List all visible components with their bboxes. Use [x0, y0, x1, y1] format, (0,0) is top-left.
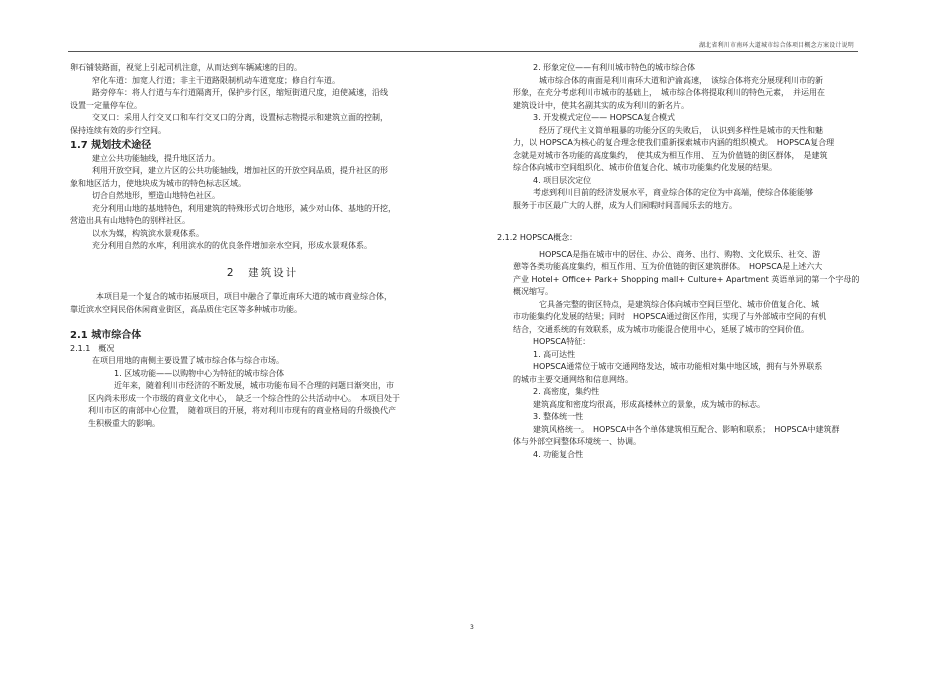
text-line: 1. 高可达性 [533, 349, 576, 359]
text-line: 结合，交通系统的有效联系，成为城市功能混合使用中心，延展了城市的空间价值。 [513, 324, 809, 334]
text-line: 憩等各类功能高度集约，相互作用、互为价值链的街区建筑群体。 HOPSCA是上述六大 [513, 262, 823, 271]
text-line: 它具备完整的街区特点，是建筑综合体向城市空间巨型化、城市价值复合化、城 [539, 299, 819, 309]
text-line: 力，以 HOPSCA为核心的复合理念使我们重新探索城市内涵的组织模式。 HOPSCA复合理 [513, 138, 835, 147]
text-line: 2. 形象定位——有利川城市特色的城市综合体 [533, 63, 696, 72]
text-line: 考虑到利川目前的经济发展水平，商业综合体的定位为中高端，使综合体能能够 [533, 188, 813, 197]
text-line: 建立公共功能轴线，提升地区活力。 [92, 153, 220, 163]
text-line: 1. 区域功能——以购物中心为特征的城市综合体 [114, 368, 285, 378]
text-line: 城市综合体的南面是利川南环大道和沪渝高速， 该综合体将充分展现利川市的新 [539, 75, 823, 85]
text-line: 建筑设计中，使其名副其实的成为利川的新名片。 [513, 100, 689, 110]
text-line: 的城市主要交通网络和信息网络。 [513, 374, 633, 384]
text-line: 近年来，随着利川市经济的不断发展，城市功能布局不合理的问题日渐突出，市 [114, 381, 394, 390]
text-line: 4. 项目层次定位 [533, 175, 592, 185]
text-line: 充分利用自然的水库，利用滨水的的优良条件增加亲水空间，形成水景观体系。 [92, 241, 372, 250]
text-line: 在项目用地的南侧主要设置了城市综合体与综合市场。 [92, 356, 284, 365]
text-line: 靠近滨水空间民俗休闲商业街区，高品质住宅区等多种城市功能。 [70, 304, 302, 314]
text-line: 象和地区活力，使地块成为城市的特色标志区域。 [70, 178, 246, 188]
text-line: HOPSCA通常位于城市交通网络发达，城市功能相对集中地区域，拥有与外界联系 [533, 362, 823, 371]
text-line: 2. 高密度，集约性 [533, 387, 600, 396]
chapter-title: 2 建筑设计 [226, 266, 299, 279]
text-line: 综合体向城市空间组织化、城市价值复合化、城市功能集约化发展的结果。 [513, 163, 777, 172]
section-heading-2-1-2: 2.1.2 HOPSCA概念： [497, 233, 578, 242]
text-line: 充分利用山地的基地特色，利用建筑的特殊形式切合地形，减少对山体、基地的开挖， [92, 203, 396, 213]
text-line: 经历了现代主义简单粗暴的功能分区的失败后， 认识到多样性是城市的天性和魅 [539, 125, 823, 135]
text-line: 切合自然地形，塑造山地特色社区。 [92, 191, 220, 200]
text-line: 以水为媒，构筑滨水景观体系。 [92, 228, 204, 238]
left-column [70, 62, 455, 430]
text-line: 产业 Hotel+ Office+ Park+ Shopping mall+ Culture+ Apartment 英语单词的第一个字母的 [513, 274, 860, 284]
text-line: 建筑风格统一。 HOPSCA中各个单体建筑相互配合、影响和联系； HOPSCA中建筑群 [533, 424, 840, 434]
text-line: 3. 整体统一性 [533, 412, 584, 421]
text-line: 4. 功能复合性 [533, 449, 584, 459]
text-line: 本项目是一个复合的城市拓展项目，项目中融合了靠近南环大道的城市商业综合体， [96, 292, 392, 301]
text-line: 市功能集约化发展的结果；同时 HOPSCA通过街区作用，实现了与外部城市空间的有机 [513, 312, 827, 321]
right-column [497, 62, 887, 461]
text-line: 窄化车道：加宽人行道；非主干道路限制机动车道宽度；修自行车道。 [92, 75, 340, 85]
text-line: 概况缩写。 [513, 287, 553, 296]
section-heading-2-1-1: 2.1.1 概况 [70, 343, 115, 353]
document-header: 湖北省利川市南环大道城市综合体项目概念方案设计说明 [698, 42, 854, 49]
text-line: 服务于市区最广大的人群，成为人们闲暇时间喜闻乐去的地方。 [513, 200, 737, 210]
text-line: 交叉口：采用人行交叉口和车行交叉口的分离，设置标志物提示和建筑立面的控制， [92, 113, 388, 122]
text-line: HOPSCA是指在城市中的居住、办公、商务、出行、购物、文化娱乐、社交、游 [539, 249, 821, 259]
text-line: 路旁停车：将人行道与车行道隔离开，保护步行区，缩短街道尺度，迫使减速，沿线 [92, 88, 388, 97]
text-line: 念就是对城市各功能的高度集约， 使其成为相互作用、 互为价值链的街区群体， 是建筑 [513, 150, 828, 160]
text-line: 区内尚未形成一个市级的商业文化中心， 缺乏一个综合性的公共活动中心。 本项目处于 [88, 393, 400, 403]
text-line: 建筑高度和密度均很高，形成高楼林立的景象，成为城市的标志。 [533, 399, 765, 409]
text-line: 生积极重大的影响。 [88, 418, 160, 428]
text-line: 利川市区的南部中心位置， 随着项目的开展，将对利川市现有的商业格局的升级换代产 [88, 406, 396, 415]
page-number: 3 [470, 624, 474, 631]
text-line: 营造出具有山地特色的别样社区。 [70, 216, 190, 225]
section-heading-1-7: 1.7 规划技术途径 [70, 140, 152, 151]
header-rule [68, 51, 858, 52]
text-line: 设置一定量停车位。 [70, 100, 142, 110]
text-line: 卵石铺装路面，视觉上引起司机注意，从而达到车辆减速的目的。 [70, 63, 302, 72]
text-line: 保持连续有效的步行空间。 [70, 125, 166, 135]
text-line: 利用开放空间，建立片区的公共功能轴线，增加社区的开放空间品质，提升社区的形 [92, 166, 388, 175]
section-heading-2-1: 2.1 城市综合体 [70, 330, 142, 341]
text-line: 3. 开发模式定位—— HOPSCA复合模式 [533, 113, 675, 122]
text-line: 体与外部空间整体环境统一、协调。 [513, 437, 641, 446]
text-line: HOPSCA特征： [533, 337, 591, 346]
text-line: 形象，在充分考虑利川市城市的基础上， 城市综合体将提取利川的特色元素， 并运用在 [513, 88, 825, 97]
